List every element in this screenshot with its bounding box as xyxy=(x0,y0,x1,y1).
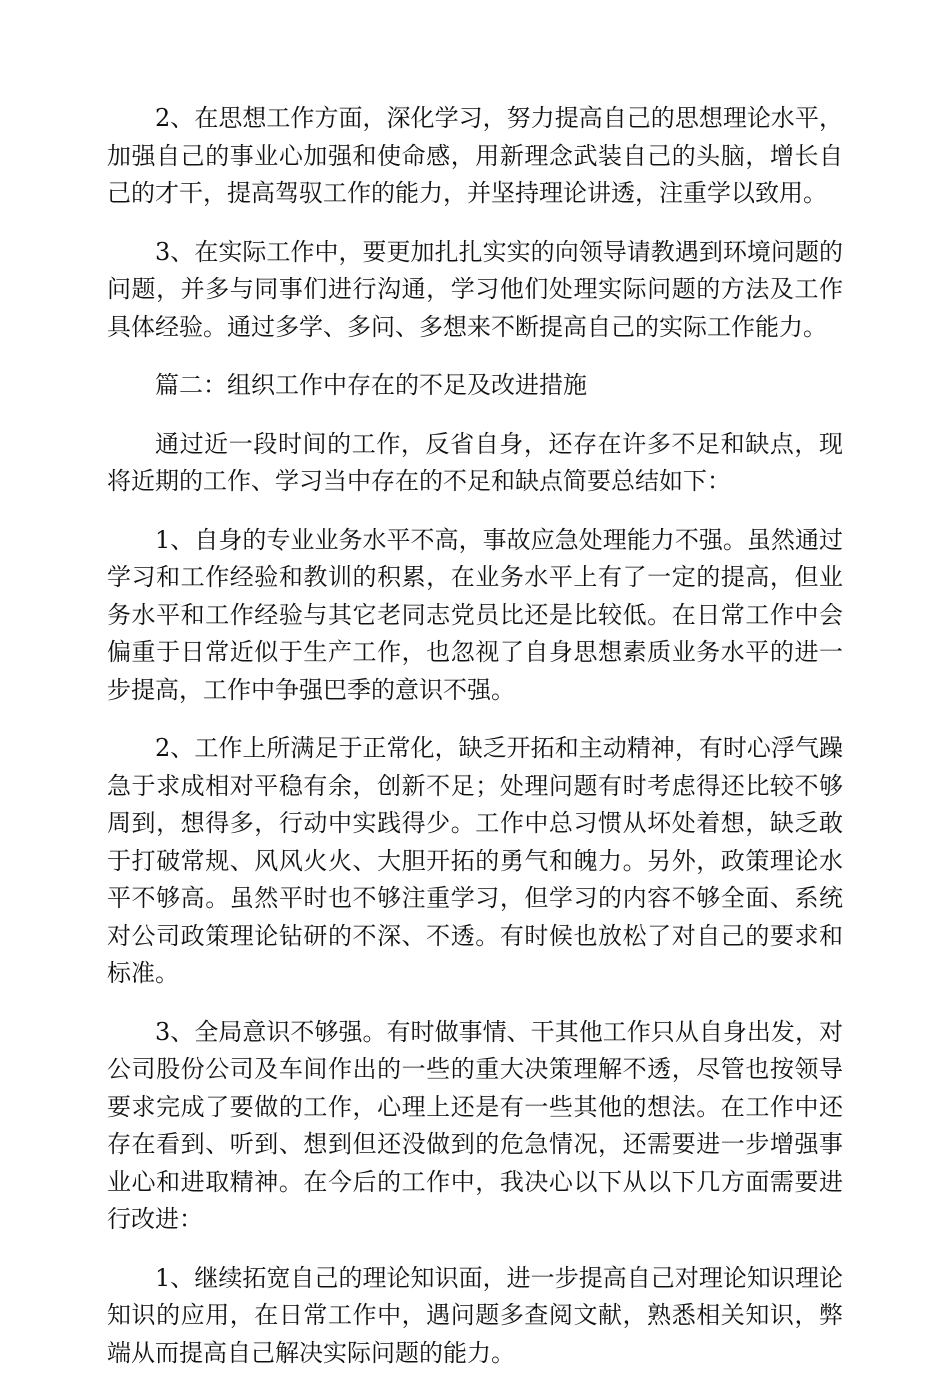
paragraph-shortcoming-1: 1、自身的专业业务水平不高，事故应急处理能力不强。虽然通过学习和工作经验和教训的积累，在业务水平上有了一定的提高，但业务水平和工作经验与其它老同志党员比还是比较低。在日常工作中会偏重于日常近似于生产工作，也忽视了自身思想素质业务水平的进一步提高，工作中争强巴季的意识不强。 xyxy=(107,525,843,704)
section-heading: 篇二：组织工作中存在的不足及改进措施 xyxy=(155,371,587,399)
document-page xyxy=(107,100,843,1393)
paragraph-shortcoming-3: 3、全局意识不够强。有时做事情、干其他工作只从自身出发，对公司股份公司及车间作出的一些的重大决策理解不透，尽管也按领导要求完成了要做的工作，心理上还是有一些其他的想法。在工作中还存在看到、听到、想到但还没做到的危急情况，还需要进一步增强事业心和进取精神。在今后的工作中，我决心以下从以下几方面需要进行改进： xyxy=(107,1017,843,1233)
paragraph-shortcoming-2: 2、工作上所满足于正常化，缺乏开拓和主动精神，有时心浮气躁急于求成相对平稳有余，创新不足；处理问题有时考虑得还比较不够周到，想得多，行动中实践得少。工作中总习惯从坏处着想，缺乏敢于打破常规、风风火火、大胆开拓的勇气和魄力。另外，政策理论水平不够高。虽然平时也不够注重学习，但学习的内容不够全面、系统对公司政策理论钻研的不深、不透。有时候也放松了对自己的要求和标准。 xyxy=(107,734,843,987)
paragraph-improvement-1: 1、继续拓宽自己的理论知识面，进一步提高自己对理论知识理论知识的应用，在日常工作中，遇问题多查阅文献，熟悉相关知识，弊端从而提高自己解决实际问题的能力。 xyxy=(107,1263,843,1367)
paragraph-intro: 通过近一段时间的工作，反省自身，还存在许多不足和缺点，现将近期的工作、学习当中存在的不足和缺点简要总结如下： xyxy=(107,429,843,495)
paragraph-thought-work: 2、在思想工作方面，深化学习，努力提高自己的思想理论水平，加强自己的事业心加强和使命感，用新理念武装自己的头脑，增长自己的才干，提高驾驭工作的能力，并坚持理论讲透，注重学以致用。 xyxy=(107,104,843,207)
paragraph-practical-work: 3、在实际工作中，要更加扎扎实实的向领导请教遇到环境问题的问题，并多与同事们进行沟通，学习他们处理实际问题的方法及工作具体经验。通过多学、多问、多想来不断提高自己的实际工作能力。 xyxy=(107,237,843,341)
